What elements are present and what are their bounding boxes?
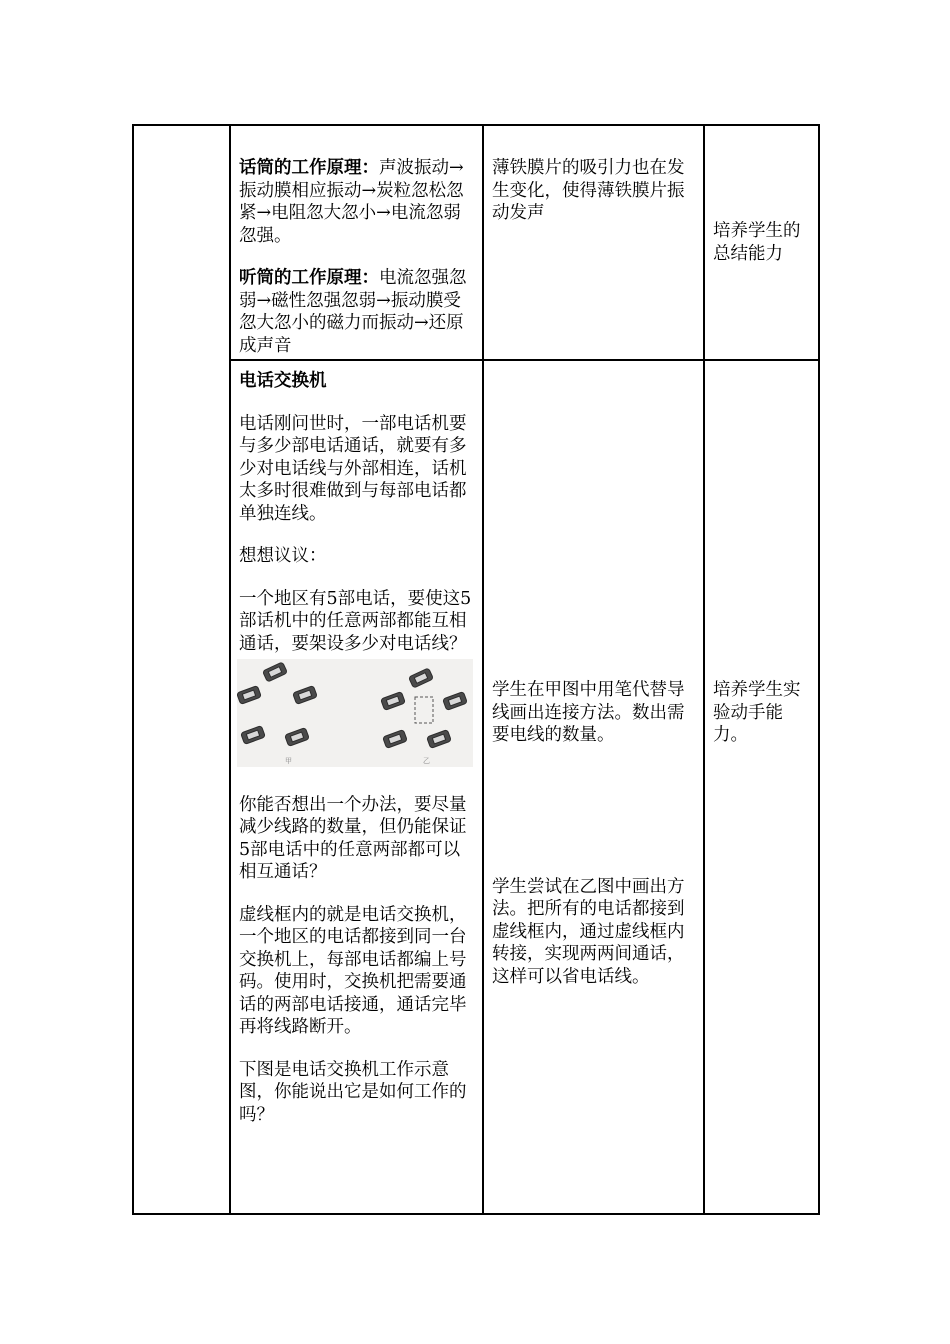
earpiece-text: 电流忽强忽弱→磁性忽强忽弱→振动膜受忽大忽小的磁力而振动→还原成声音 [239,268,467,356]
telephone-icon [443,692,468,711]
mic-title: 话筒的工作原理： [239,158,379,178]
student-activity-cell [483,360,704,1214]
goal-text: 培养学生的总结能力 [713,221,801,264]
goal-text: 培养学生实验动手能力。 [713,680,801,745]
table-row [133,360,819,1214]
telephone-icon [237,686,261,705]
exchange-cell [230,360,483,1214]
mic-text: 声波振动→振动膜相应振动→炭粒忽松忽紧→电阻忽大忽小→电流忽弱忽强。 [239,158,464,246]
student-text-2: 学生尝试在乙图中画出方法。把所有的电话都接到虚线框内，通过虚线框内转接，实现两两间通话，这样可以省电话线。 [492,876,685,987]
switchboard-box [415,697,433,723]
exchange-paragraph-4: 你能否想出一个办法，要尽量减少线路的数量，但仍能保证5部电话中的任意两部都可以相互通话？ [239,794,467,882]
student-text-1: 学生在甲图中用笔代替导线画出连接方法。数出需要电线的数量。 [492,680,685,745]
telephone-icon [427,730,452,749]
empty-left-cell [133,125,230,1214]
lesson-table [132,124,820,1215]
telephone-icon [293,686,318,705]
telephone-figure [237,659,473,767]
earpiece-paragraph [239,267,474,357]
figure-label-left: 甲 [285,757,292,765]
exchange-paragraph-1: 电话刚问世时，一部电话机要与多少部电话通话，就要有多少对电话线与外部相连，话机太多时很难做到与每部电话都单独连线。 [239,413,467,524]
student-activity-cell [483,125,704,360]
telephone-icon [408,668,433,688]
exchange-paragraph-5: 虚线框内的就是电话交换机，一个地区的电话都接到同一台交换机上，每部电话都编上号码。使用时，交换机把需要通话的两部电话接通，通话完毕再将线路断开。 [239,904,467,1037]
student-text: 薄铁膜片的吸引力也在发生变化，使得薄铁膜片振动发声 [492,158,685,223]
exchange-heading: 电话交换机 [239,371,327,391]
goal-cell [704,360,819,1214]
telephone-icon [381,692,406,711]
earpiece-title: 听筒的工作原理： [239,268,379,288]
telephone-icon [262,662,287,682]
exchange-paragraph-3: 一个地区有5部电话，要使这5部话机中的任意两部都能互相通话，要架设多少对电话线？ [239,588,472,654]
telephone-icon [383,730,408,749]
table-row [133,125,819,360]
figure-label-right: 乙 [423,757,430,765]
telephone-icon [285,728,310,747]
exchange-paragraph-6: 下图是电话交换机工作示意图，你能说出它是如何工作的吗？ [239,1059,467,1125]
exchange-paragraph-2: 想想议议： [239,546,327,566]
telephone-icon [241,726,266,745]
goal-cell [704,125,819,360]
principle-cell [230,125,483,360]
mic-paragraph [239,157,474,247]
